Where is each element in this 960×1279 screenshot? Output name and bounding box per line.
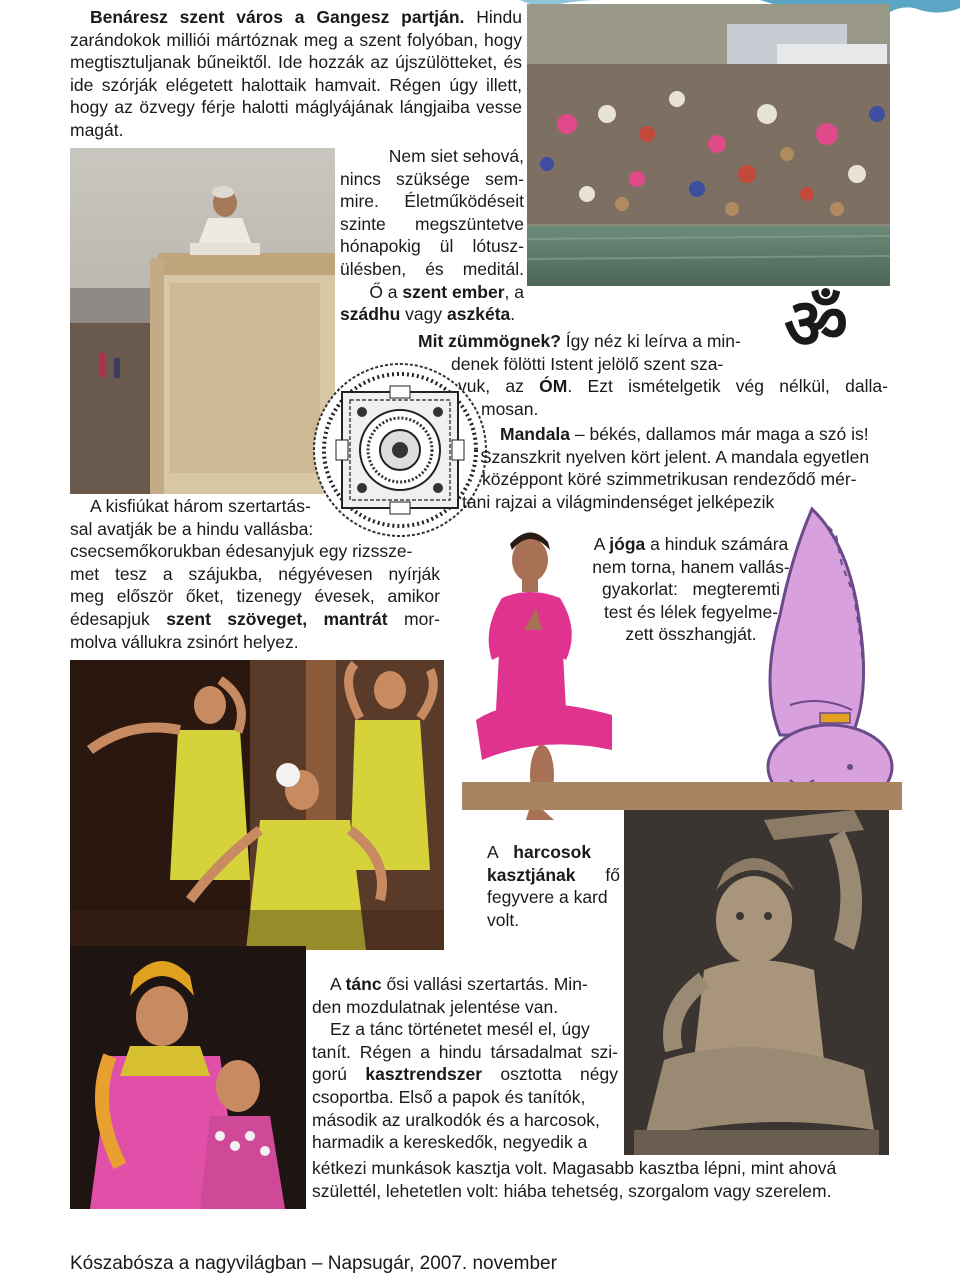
- om-line-2: denek fölötti Istent jelölő szent sza-: [451, 353, 724, 374]
- yoga-paragraph: [573, 533, 809, 646]
- mantra-term: szent szöveget, mantrát: [166, 608, 388, 629]
- dance-line-4: tanít. Régen a hindu társadalmat szi-: [312, 1041, 618, 1062]
- initiation-line-6-pre: édesapjuk: [70, 608, 150, 629]
- dance-caste-paragraph: [312, 973, 618, 1154]
- dance-line-3: Ez a tánc történetet mesél el, úgy: [330, 1019, 590, 1040]
- dancers-photo: [70, 660, 444, 950]
- dance-line-5: [312, 1063, 618, 1086]
- mandala-line-4: tani rajzai a világmindenséget jelképezik: [462, 491, 775, 512]
- sadhu-line-2: nincs szüksége sem-: [340, 168, 524, 189]
- sadhu-line-8-mid: vagy: [405, 304, 443, 325]
- szadhu-term: szádhu: [340, 304, 401, 325]
- dance-line-2: den mozdulatnak jelentése van.: [312, 996, 559, 1017]
- tanc-term: tánc: [345, 974, 382, 994]
- aszketa-term: aszkéta: [447, 304, 511, 325]
- dance-line-1: [312, 973, 618, 996]
- dance-line-6: csoportba. Első a papok és tanítók,: [312, 1086, 586, 1107]
- sadhu-line-8: [340, 303, 524, 326]
- initiation-paragraph: [70, 495, 440, 653]
- dance-line-10: születtél, lehetetlen volt: hiába tehetség, szorgalom vagy szerelem.: [312, 1180, 832, 1201]
- dance-line-7: második az uralkodók és a harcosok,: [312, 1109, 600, 1130]
- initiation-line-3: csecsemőkorukban édesanyjuk egy rizssze-: [70, 541, 413, 562]
- initiation-line-6-post: mor-: [404, 608, 440, 629]
- mother-child-dancers-photo: [70, 946, 306, 1209]
- szent-ember-term: szent ember: [402, 281, 505, 302]
- mandala-line-2: Szanszkrit nyelven kört jelent. A mandala egyetlen: [480, 446, 870, 467]
- sadhu-line-6: ülésben, és meditál.: [340, 258, 524, 279]
- initiation-line-1: A kisfiúkat három szertartás-: [90, 496, 311, 516]
- initiation-line-6: [70, 608, 440, 631]
- mandala-line-1: [462, 423, 890, 446]
- yoga-line-1-pre: A: [593, 534, 605, 554]
- warrior-line-3: fegyvere a kard: [487, 887, 608, 908]
- om-line-3-post: . Ezt ismételgetik vég nélkül, dalla-: [567, 376, 888, 397]
- om-paragraph: [418, 330, 888, 420]
- sadhu-photo: [70, 148, 335, 494]
- om-line-3-pre: vuk, az: [458, 376, 524, 397]
- mandala-paragraph: [462, 423, 890, 513]
- dance-line-9: kétkezi munkások kasztja volt. Magasabb kasztba lépni, mint ahová: [312, 1158, 837, 1178]
- mandala-term: Mandala: [500, 424, 571, 444]
- yoga-line-4: test és lélek fegyelme-: [603, 601, 779, 622]
- warrior-line-1: [487, 841, 620, 864]
- warrior-statue-photo: [624, 810, 889, 1155]
- dance-caste-tail: [312, 1157, 892, 1202]
- yoga-line-5: zett összhangját.: [625, 624, 757, 645]
- sadhu-line-7-pre: Ő a: [369, 281, 398, 302]
- dance-line-1-pre: A: [330, 974, 341, 994]
- warrior-line-4: volt.: [487, 909, 520, 930]
- ganges-crowd-photo: [527, 4, 890, 286]
- om-symbol-icon: ॐ: [784, 283, 848, 365]
- page-footer: Kószabósza a nagyvilágban – Napsugár, 2007. november: [70, 1253, 557, 1274]
- warrior-caption: [487, 841, 620, 931]
- sadhu-line-4: szinte megszüntetve: [340, 213, 524, 234]
- benares-title: Benáresz szent város a Gangesz partján.: [90, 7, 465, 27]
- mandala-line-3: középpont köré szimmetrikusan rendeződő mér-: [482, 469, 857, 490]
- warrior-line-1-pre: A: [487, 842, 499, 862]
- sadhu-line-8-end: .: [510, 304, 516, 325]
- benares-text: Hindu zarándokok milliói mártóznak meg a szent folyóban, hogy megtisztuljanak bűneiktől. Ide hozzák az újszülötteket, és ide szórják elégetett halottaik hamvait. Régen úgy illett, hogy az özvegy férje halotti máglyájának lángjaiba vesse magát.: [70, 7, 522, 140]
- warrior-line-2-post: fő: [605, 864, 620, 885]
- sadhu-line-7-post: , a: [504, 281, 524, 302]
- initiation-line-5: meg először őket, tizenegy évesek, amikor: [70, 586, 440, 607]
- kasztrendszer-term: kasztrendszer: [365, 1064, 483, 1085]
- dance-line-1-post: ősi vallási szertartás. Min-: [386, 974, 588, 994]
- initiation-line-4: met tesz a szájukba, négyévesen nyírják: [70, 563, 440, 584]
- yoga-line-3: gyakorlat: megteremti: [602, 579, 780, 600]
- initiation-line-2: sal avatják be a hindu vallásba:: [70, 518, 314, 539]
- harcosok-term: harcosok: [513, 842, 592, 862]
- dance-line-8: harmadik a kereskedők, negyedik a: [312, 1132, 588, 1153]
- yoga-line-2: nem torna, hanem vallás-: [592, 556, 790, 577]
- sadhu-text: [340, 145, 524, 326]
- warrior-line-2: [487, 864, 620, 887]
- yoga-line-1-post: a hinduk számára: [650, 534, 789, 554]
- joga-term: jóga: [609, 534, 646, 554]
- sadhu-line-3: mire. Életműködéseit: [340, 191, 524, 212]
- initiation-line-7: molva vállukra zsinórt helyez.: [70, 631, 299, 652]
- benares-paragraph: [70, 6, 522, 142]
- sadhu-line-1: Nem siet sehová,: [388, 146, 524, 166]
- om-line-3: [418, 375, 888, 398]
- dance-line-5-pre: gorú: [312, 1064, 348, 1085]
- sadhu-line-5: hónapokig ül lótusz-: [340, 236, 524, 257]
- sadhu-line-7: [340, 281, 524, 304]
- kasztjanak-term: kasztjának: [487, 864, 576, 885]
- yoga-line-1: [573, 533, 809, 556]
- floor-strip: [462, 782, 902, 810]
- om-line-1: [418, 330, 888, 353]
- om-line-1-rest: Így néz ki leírva a min-: [565, 331, 741, 351]
- om-question: Mit zümmögnek?: [418, 331, 561, 351]
- om-line-4: mosan.: [481, 398, 539, 419]
- dance-line-5-post: osztotta négy: [500, 1064, 618, 1085]
- om-term: ÓM: [539, 376, 568, 397]
- mandala-line-1-rest: – békés, dallamos már maga a szó is!: [574, 424, 869, 444]
